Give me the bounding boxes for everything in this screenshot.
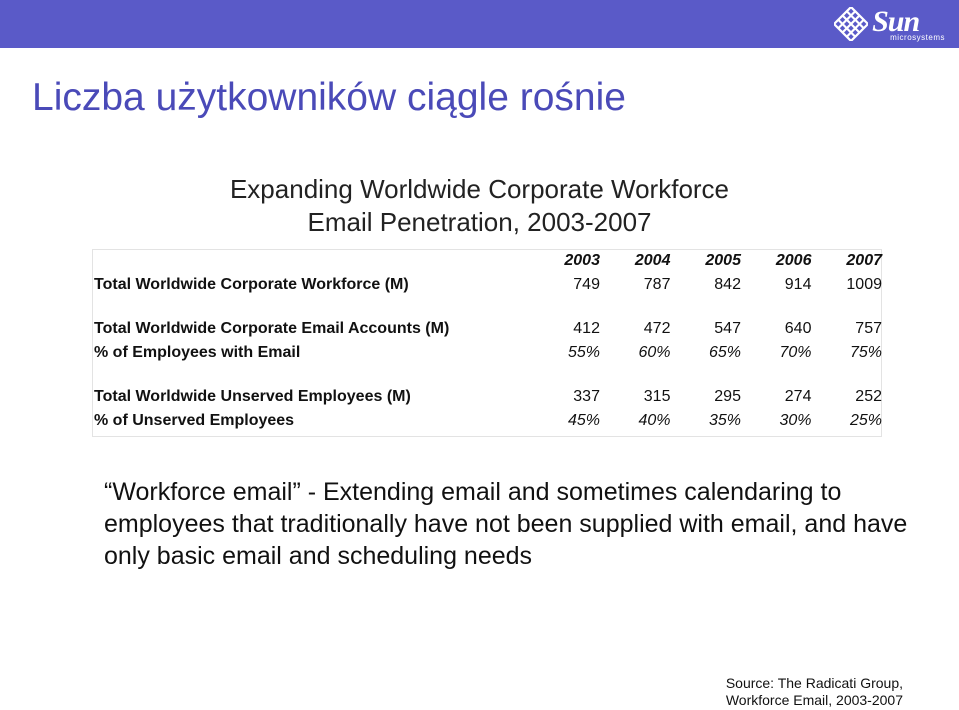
- table-row: [94, 273, 882, 297]
- table-row: [94, 341, 882, 365]
- header-empty-cell: [94, 249, 529, 273]
- source-note: [726, 675, 903, 709]
- cell-value: 70%: [779, 344, 812, 361]
- table-spacer: [94, 365, 882, 385]
- cell-value: 40%: [638, 412, 671, 429]
- cell-value: 749: [573, 276, 600, 293]
- cell-value: 75%: [849, 344, 882, 361]
- sun-logo-icon: [834, 7, 868, 41]
- source-line-2: Workforce Email, 2003-2007: [725, 692, 903, 708]
- cell-value: 337: [573, 388, 600, 405]
- year-header: 2005: [705, 252, 741, 269]
- source-line-1: Source: The Radicati Group,: [725, 675, 903, 691]
- cell-value: 25%: [849, 412, 882, 429]
- workforce-email-description: “Workforce email” - Extending email and sometimes calendaring to employees that traditionally have not been supplied with email, and have only basic email and scheduling needs: [104, 478, 908, 570]
- table-row: [94, 317, 882, 341]
- row-label: Total Worldwide Corporate Email Accounts (M): [94, 320, 450, 337]
- cell-value: 787: [643, 276, 671, 293]
- sun-logo: [834, 4, 945, 44]
- row-label: Total Worldwide Corporate Workforce (M): [94, 276, 409, 293]
- penetration-table: [94, 249, 882, 433]
- header-bar: [0, 0, 959, 48]
- year-header: 2004: [634, 252, 671, 269]
- logo-subtext: microsystems: [890, 32, 945, 42]
- row-label: % of Employees with Email: [94, 344, 301, 361]
- logo-word: Sun: [872, 4, 920, 38]
- cell-value: 252: [855, 388, 882, 405]
- cell-value: 757: [855, 320, 882, 337]
- cell-value: 65%: [708, 344, 741, 361]
- cell-value: 55%: [567, 344, 600, 361]
- year-header: 2003: [564, 252, 600, 269]
- cell-value: 274: [784, 388, 812, 405]
- cell-value: 60%: [638, 344, 671, 361]
- subtitle-line-1: Expanding Worldwide Corporate Workforce: [229, 174, 730, 204]
- table-row: [94, 409, 882, 433]
- slide-title: Liczba użytkowników ciągle rośnie: [32, 76, 626, 119]
- cell-value: 842: [714, 276, 741, 293]
- table-subtitle: [0, 173, 959, 239]
- cell-value: 472: [643, 320, 671, 337]
- row-label: % of Unserved Employees: [94, 412, 295, 429]
- cell-value: 914: [784, 276, 812, 293]
- table-spacer: [94, 297, 882, 317]
- row-label: Total Worldwide Unserved Employees (M): [94, 388, 411, 405]
- cell-value: 295: [714, 388, 741, 405]
- cell-value: 35%: [708, 412, 741, 429]
- year-header: 2006: [775, 252, 812, 269]
- cell-value: 30%: [779, 412, 812, 429]
- cell-value: 315: [643, 388, 671, 405]
- cell-value: 1009: [846, 276, 882, 293]
- table-row: [94, 385, 882, 409]
- year-header: 2007: [846, 252, 882, 269]
- cell-value: 412: [573, 320, 600, 337]
- cell-value: 640: [784, 320, 812, 337]
- table-header-row: [94, 249, 882, 273]
- cell-value: 547: [714, 320, 741, 337]
- subtitle-line-2: Email Penetration, 2003-2007: [307, 207, 652, 237]
- cell-value: 45%: [567, 412, 600, 429]
